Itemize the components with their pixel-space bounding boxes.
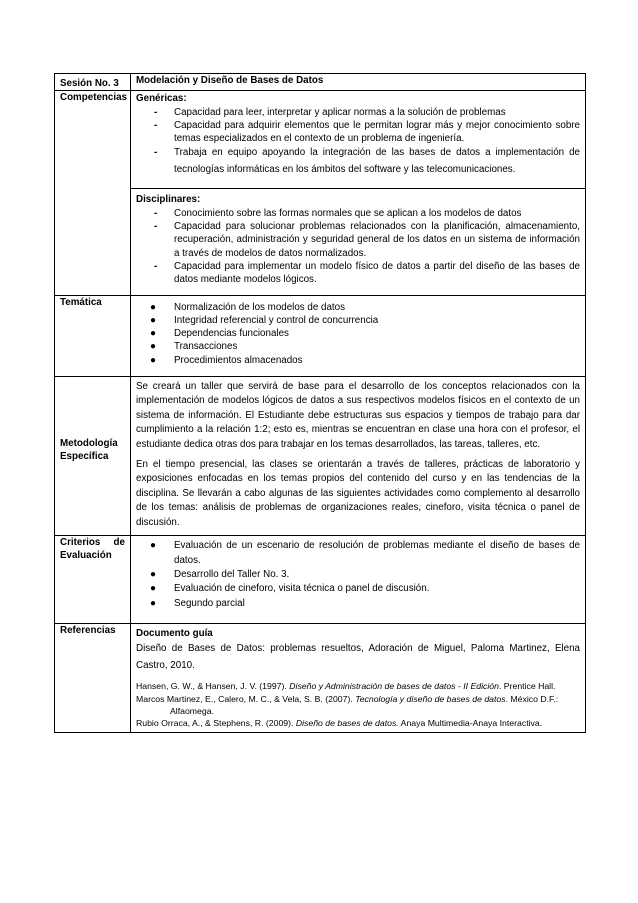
disciplinares-heading: Disciplinares: <box>136 194 201 206</box>
metodologia-row <box>55 377 586 536</box>
tematica-row <box>55 295 586 376</box>
list-item: ● Transacciones <box>150 341 238 353</box>
metodologia-paragraph-1: Se creará un taller que servirá de base para el desarrollo de los conceptos relacionados con la implementación de modelos lógicos de datos a sus respectivos modelos físicos en el contexto de un sistema de información. El Estudiante debe estructuras sus espacios y tiempos de trabajo para dar cumplimiento a la relación 1:2; esto es, mientras se encuentran en clase una hora con el profesor, el estudiante dedica otras dos para trabajar en los temas desarrollados, las tareas, talleres, etc. <box>136 381 580 450</box>
metodologia-paragraph-2: En el tiempo presencial, las clases se orientarán a través de talleres, prácticas de laboratorio y exposiciones enfocadas en los temas propios del contenido del curso y en las tendencias de la disciplina. Se llevarán a cabo algunas de las siguientes actividades como complemento al desarrollo de los temas: análisis de problemas de organizaciones reales, cineforo, visita técnica o panel de discusión. <box>136 459 580 528</box>
genericas-heading: Genéricas: <box>136 93 187 105</box>
list-item: ● Desarrollo del Taller No. 3. <box>150 568 290 580</box>
list-item: ● Evaluación de cineforo, visita técnica o panel de discusión. <box>150 583 430 595</box>
criterios-cell <box>131 536 586 624</box>
disciplinares-list <box>136 207 580 287</box>
referencias-row <box>55 624 586 732</box>
session-label: Sesión No. 3 <box>55 74 131 91</box>
reference-item: Hansen, G. W., & Hansen, J. V. (1997). Diseño y Administración de bases de datos - II Edición. Prentice Hall. <box>136 681 556 692</box>
session-title: Modelación y Diseño de Bases de Datos <box>131 74 586 91</box>
list-item: ● Segundo parcial <box>150 597 245 609</box>
referencias-cell <box>131 624 586 732</box>
guia-heading: Documento guía <box>136 628 213 640</box>
list-item: - Capacidad para adquirir elementos que le permitan lograr más y mejor conocimiento sobre temas especializados en el contexto de un problema de ingeniería. <box>154 119 580 145</box>
criterios-list <box>136 539 580 611</box>
session-row <box>55 74 586 91</box>
metodologia-label: Metodología Específica <box>55 377 131 536</box>
competencias-row-genericas <box>55 91 586 189</box>
list-item: ● Normalización de los modelos de datos <box>150 301 345 313</box>
criterios-row <box>55 536 586 624</box>
reference-item: Rubio Orraca, A., & Stephens, R. (2009). Diseño de bases de datos. Anaya Multimedia-Anaya Interactiva. <box>136 718 543 729</box>
list-item: ● Evaluación de un escenario de resolución de problemas mediante el diseño de bases de datos. <box>150 540 580 566</box>
list-item: - Capacidad para leer, interpretar y aplicar normas a la solución de problemas <box>154 106 506 118</box>
guia-text: Diseño de Bases de Datos: problemas resueltos, Adoración de Miguel, Paloma Martinez, Elena Castro, 2010. <box>136 643 580 672</box>
referencias-label: Referencias <box>55 624 131 732</box>
list-item: - Conocimiento sobre las formas normales que se aplican a los modelos de datos <box>154 207 522 219</box>
tematica-label: Temática <box>55 295 131 376</box>
tematica-cell <box>131 295 586 376</box>
list-item: - Capacidad para solucionar problemas relacionados con la planificación, almacenamiento, recuperación, administración y seguridad general de los datos en un sistema de información a través de modelos de datos normalizados. <box>154 221 580 259</box>
competencias-row-disciplinares <box>55 189 586 295</box>
genericas-list <box>136 106 580 179</box>
list-item: - Trabaja en equipo apoyando la integración de las bases de datos a implementación de tecnologías informáticas en los ámbitos del software y las telecomunicaciones. <box>154 147 580 175</box>
criterios-label: Criterios de Evaluación <box>55 536 131 624</box>
list-item: ● Integridad referencial y control de concurrencia <box>150 314 379 326</box>
reference-item: Marcos Martinez, E., Calero, M. C., & Vela, S. B. (2007). Tecnología y diseño de bases de datos. México D.F.: Alfaomega. <box>136 693 559 717</box>
competencias-label: Competencias <box>55 91 131 295</box>
list-item: ● Procedimientos almacenados <box>150 354 303 366</box>
tematica-list <box>136 301 580 367</box>
disciplinares-cell <box>131 189 586 295</box>
syllabus-table <box>54 73 586 733</box>
genericas-cell <box>131 91 586 189</box>
list-item: - Capacidad para implementar un modelo físico de datos a partir del diseño de las bases de datos mediante modelos lógicos. <box>154 260 580 286</box>
metodologia-cell <box>131 377 586 536</box>
list-item: ● Dependencias funcionales <box>150 328 289 340</box>
